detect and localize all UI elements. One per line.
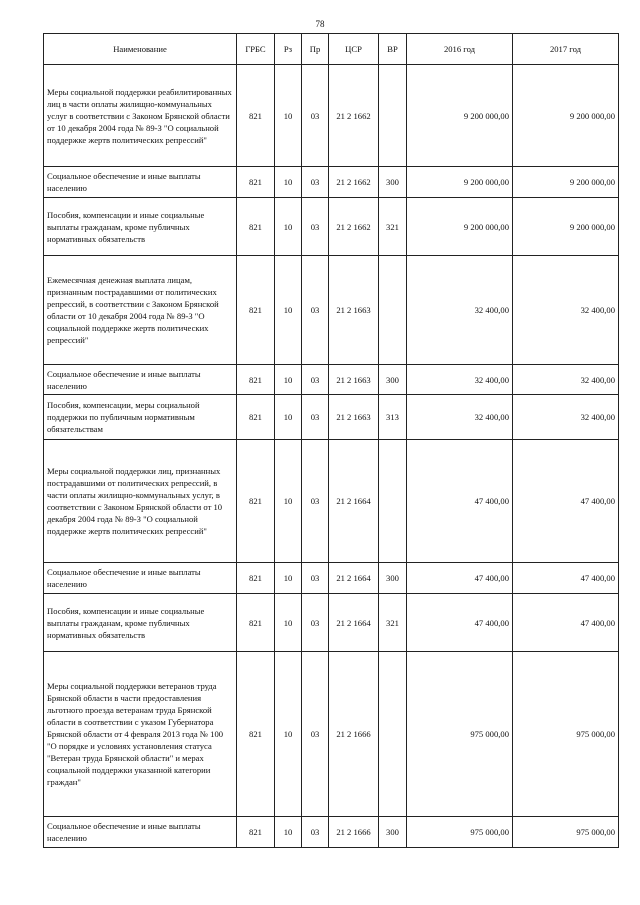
row-grbs: 821 [237, 440, 275, 563]
row-vr: 300 [379, 365, 407, 395]
budget-table [43, 33, 619, 848]
row-rz: 10 [275, 440, 302, 563]
row-2016: 9 200 000,00 [407, 167, 513, 198]
row-csr: 21 2 1662 [329, 198, 379, 256]
table-row [44, 167, 619, 198]
header-grbs: ГРБС [237, 34, 275, 65]
row-csr: 21 2 1664 [329, 594, 379, 652]
row-2017: 975 000,00 [513, 817, 619, 848]
table-row [44, 594, 619, 652]
row-2017: 9 200 000,00 [513, 65, 619, 167]
row-grbs: 821 [237, 365, 275, 395]
row-2017: 47 400,00 [513, 440, 619, 563]
row-pr: 03 [302, 817, 329, 848]
row-rz: 10 [275, 65, 302, 167]
row-name: Пособия, компенсации и иные социальные выплаты гражданам, кроме публичных нормативных обязательств [44, 198, 237, 256]
row-grbs: 821 [237, 256, 275, 365]
row-name: Социальное обеспечение и иные выплаты населению [44, 817, 237, 848]
page-number: 78 [315, 19, 325, 29]
row-name: Социальное обеспечение и иные выплаты населению [44, 365, 237, 395]
table-row [44, 563, 619, 594]
row-2016: 975 000,00 [407, 817, 513, 848]
row-name: Социальное обеспечение и иные выплаты населению [44, 563, 237, 594]
row-2016: 47 400,00 [407, 594, 513, 652]
row-grbs: 821 [237, 817, 275, 848]
row-2017: 47 400,00 [513, 563, 619, 594]
header-vr: ВР [379, 34, 407, 65]
table-row [44, 652, 619, 817]
row-pr: 03 [302, 65, 329, 167]
header-rz: Рз [275, 34, 302, 65]
row-pr: 03 [302, 652, 329, 817]
row-grbs: 821 [237, 65, 275, 167]
row-csr: 21 2 1664 [329, 563, 379, 594]
row-2017: 32 400,00 [513, 395, 619, 440]
row-grbs: 821 [237, 563, 275, 594]
row-rz: 10 [275, 652, 302, 817]
header-2016: 2016 год [407, 34, 513, 65]
row-vr [379, 65, 407, 167]
row-vr [379, 652, 407, 817]
row-vr: 321 [379, 594, 407, 652]
row-vr: 300 [379, 817, 407, 848]
row-vr: 300 [379, 167, 407, 198]
row-rz: 10 [275, 594, 302, 652]
row-csr: 21 2 1662 [329, 65, 379, 167]
row-name: Меры социальной поддержки реабилитированных лиц в части оплаты жилищно-коммунальных услуг в соответствии с Законом Брянской области от 10 декабря 2004 года № 89-З "О социальной поддержке жертв политических репрессий" [44, 65, 237, 167]
row-csr: 21 2 1666 [329, 817, 379, 848]
row-vr: 313 [379, 395, 407, 440]
header-pr: Пр [302, 34, 329, 65]
row-vr: 321 [379, 198, 407, 256]
row-pr: 03 [302, 395, 329, 440]
row-vr [379, 256, 407, 365]
row-name: Меры социальной поддержки ветеранов труда Брянской области в части предоставления льготного проезда ветеранам труда Брянской области в соответствии с указом Губернатора Брянской области от 4 февраля 2013 года № 100 "О порядке и условиях установления статуса "Ветеран труда Брянской области" и мерах социальной поддержки указанной категории граждан" [44, 652, 237, 817]
table-row [44, 65, 619, 167]
row-grbs: 821 [237, 652, 275, 817]
row-rz: 10 [275, 563, 302, 594]
row-rz: 10 [275, 198, 302, 256]
table-row [44, 365, 619, 395]
table-row [44, 440, 619, 563]
row-2017: 32 400,00 [513, 365, 619, 395]
header-csr: ЦСР [329, 34, 379, 65]
row-2016: 9 200 000,00 [407, 65, 513, 167]
table-row [44, 256, 619, 365]
row-name: Пособия, компенсации и иные социальные выплаты гражданам, кроме публичных нормативных обязательств [44, 594, 237, 652]
row-2017: 975 000,00 [513, 652, 619, 817]
row-vr [379, 440, 407, 563]
row-grbs: 821 [237, 594, 275, 652]
row-name: Пособия, компенсации, меры социальной поддержки по публичным нормативным обязательствам [44, 395, 237, 440]
row-2016: 32 400,00 [407, 256, 513, 365]
row-csr: 21 2 1663 [329, 256, 379, 365]
row-pr: 03 [302, 365, 329, 395]
header-2017: 2017 год [513, 34, 619, 65]
row-pr: 03 [302, 594, 329, 652]
table-row [44, 817, 619, 848]
row-2016: 9 200 000,00 [407, 198, 513, 256]
row-csr: 21 2 1666 [329, 652, 379, 817]
row-pr: 03 [302, 256, 329, 365]
row-rz: 10 [275, 365, 302, 395]
table-row [44, 395, 619, 440]
row-name: Меры социальной поддержки лиц, признанных пострадавшими от политических репрессий, в части оплаты жилищно-коммунальных услуг, в соответствии с Законом Брянской области от 10 декабря 2004 года № 89-З "О социальной поддержке жертв политических репрессий" [44, 440, 237, 563]
row-grbs: 821 [237, 167, 275, 198]
row-rz: 10 [275, 256, 302, 365]
row-csr: 21 2 1663 [329, 365, 379, 395]
row-name: Ежемесячная денежная выплата лицам, признанным пострадавшими от политических репрессий, в соответствии с Законом Брянской области от 10 декабря 2004 года № 89-З "О социальной поддержке жертв политических репрессий" [44, 256, 237, 365]
row-2017: 9 200 000,00 [513, 167, 619, 198]
row-name: Социальное обеспечение и иные выплаты населению [44, 167, 237, 198]
row-pr: 03 [302, 440, 329, 563]
row-rz: 10 [275, 817, 302, 848]
header-name: Наименование [44, 34, 237, 65]
row-2016: 47 400,00 [407, 440, 513, 563]
row-pr: 03 [302, 167, 329, 198]
row-csr: 21 2 1663 [329, 395, 379, 440]
row-csr: 21 2 1664 [329, 440, 379, 563]
row-grbs: 821 [237, 395, 275, 440]
row-2017: 32 400,00 [513, 256, 619, 365]
row-rz: 10 [275, 167, 302, 198]
row-2016: 32 400,00 [407, 395, 513, 440]
row-csr: 21 2 1662 [329, 167, 379, 198]
table-header-row [44, 34, 619, 65]
table-row [44, 198, 619, 256]
row-2016: 975 000,00 [407, 652, 513, 817]
row-rz: 10 [275, 395, 302, 440]
row-grbs: 821 [237, 198, 275, 256]
row-pr: 03 [302, 563, 329, 594]
row-vr: 300 [379, 563, 407, 594]
row-pr: 03 [302, 198, 329, 256]
row-2017: 47 400,00 [513, 594, 619, 652]
row-2016: 32 400,00 [407, 365, 513, 395]
row-2017: 9 200 000,00 [513, 198, 619, 256]
row-2016: 47 400,00 [407, 563, 513, 594]
